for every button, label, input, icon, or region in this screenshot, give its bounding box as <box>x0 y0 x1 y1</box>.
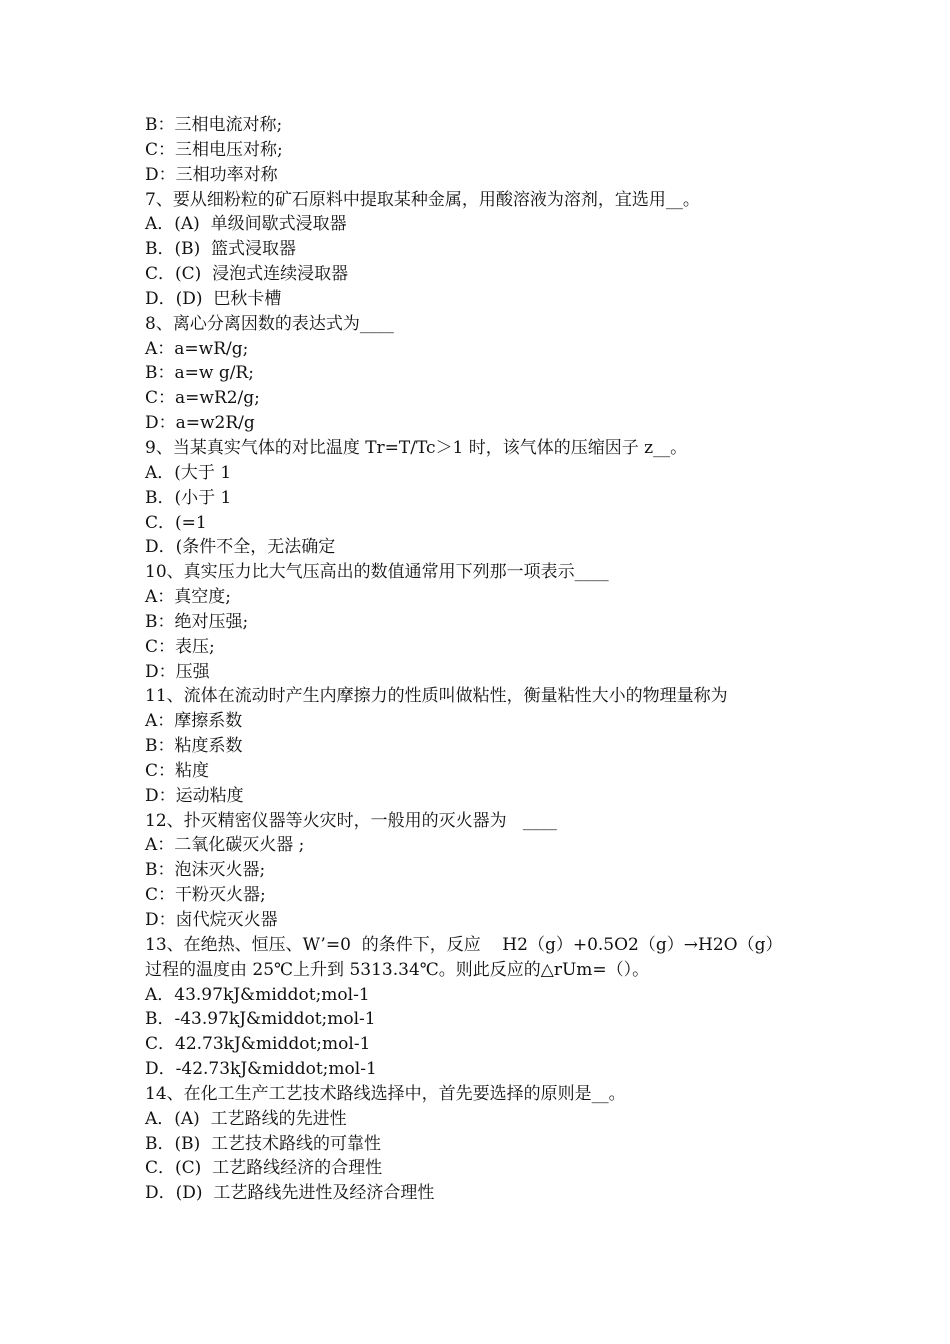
question-13-continuation: 过程的温度由 25℃上升到 5313.34℃。则此反应的△rUm=（）。 <box>145 959 650 980</box>
option-line: D．-42.73kJ&middot;mol-1 <box>145 1059 377 1080</box>
option-line: C．(C) 浸泡式连续浸取器 <box>145 264 349 285</box>
option-line: B．-43.97kJ&middot;mol-1 <box>145 1009 376 1030</box>
question-14: 14、在化工生产工艺技术路线选择中，首先要选择的原则是__。 <box>145 1083 626 1104</box>
option-line: C．42.73kJ&middot;mol-1 <box>145 1034 371 1055</box>
option-line: D．(D) 巴秋卡槽 <box>145 288 282 309</box>
option-line: A．43.97kJ&middot;mol-1 <box>145 984 370 1005</box>
option-line: A：二氧化碳灭火器 ; <box>145 835 305 856</box>
question-7: 7、要从细粉粒的矿石原料中提取某种金属，用酸溶液为溶剂，宜选用__。 <box>145 189 700 210</box>
option-line: B．(B) 篮式浸取器 <box>145 239 297 260</box>
option-line: B：泡沫灭火器; <box>145 860 266 881</box>
document-body <box>145 113 825 1206</box>
option-line: A．(A) 工艺路线的先进性 <box>145 1108 347 1129</box>
question-9: 9、当某真实气体的对比温度 Tr=T/Tc＞1 时，该气体的压缩因子 z__。 <box>145 437 688 458</box>
option-line: A：a=wR/g; <box>145 338 249 359</box>
option-line: C：三相电压对称; <box>145 139 283 160</box>
option-line: B：粘度系数 <box>145 736 243 757</box>
option-line: A．(大于 1 <box>145 462 232 483</box>
option-line: A：摩擦系数 <box>145 711 243 732</box>
question-10: 10、真实压力比大气压高出的数值通常用下列那一项表示____ <box>145 562 609 583</box>
option-line: D：运动粘度 <box>145 785 244 806</box>
option-line: D．(条件不全，无法确定 <box>145 537 336 558</box>
option-line: B．(B) 工艺技术路线的可靠性 <box>145 1133 382 1154</box>
option-line: D：a=w2R/g <box>145 413 255 434</box>
option-line: C．(C) 工艺路线经济的合理性 <box>145 1158 383 1179</box>
option-line: C：表压; <box>145 636 215 657</box>
option-line: D：三相功率对称 <box>145 164 278 185</box>
option-line: B．(小于 1 <box>145 487 232 508</box>
option-line: A．(A) 单级间歇式浸取器 <box>145 214 347 235</box>
option-line: C．(=1 <box>145 512 207 533</box>
question-13: 13、在绝热、恒压、W’=0 的条件下，反应 H2（g）+0.5O2（g）→H2O（g） <box>145 934 783 955</box>
option-line: D：压强 <box>145 661 210 682</box>
option-line: C：粘度 <box>145 760 210 781</box>
question-8: 8、离心分离因数的表达式为____ <box>145 313 394 334</box>
option-line: D．(D) 工艺路线先进性及经济合理性 <box>145 1183 435 1204</box>
option-line: B：三相电流对称; <box>145 115 283 135</box>
option-line: C：干粉灭火器; <box>145 885 266 906</box>
option-line: A：真空度; <box>145 587 232 608</box>
option-line: D：卤代烷灭火器 <box>145 910 278 930</box>
option-line: C：a=wR2/g; <box>145 388 260 409</box>
question-12: 12、扑灭精密仪器等火灾时，一般用的灭火器为 ____ <box>145 810 557 831</box>
option-line: B：a=w g/R; <box>145 363 254 384</box>
question-11: 11、流体在流动时产生内摩擦力的性质叫做粘性，衡量粘性大小的物理量称为 <box>145 686 728 707</box>
option-line: B：绝对压强; <box>145 611 249 632</box>
